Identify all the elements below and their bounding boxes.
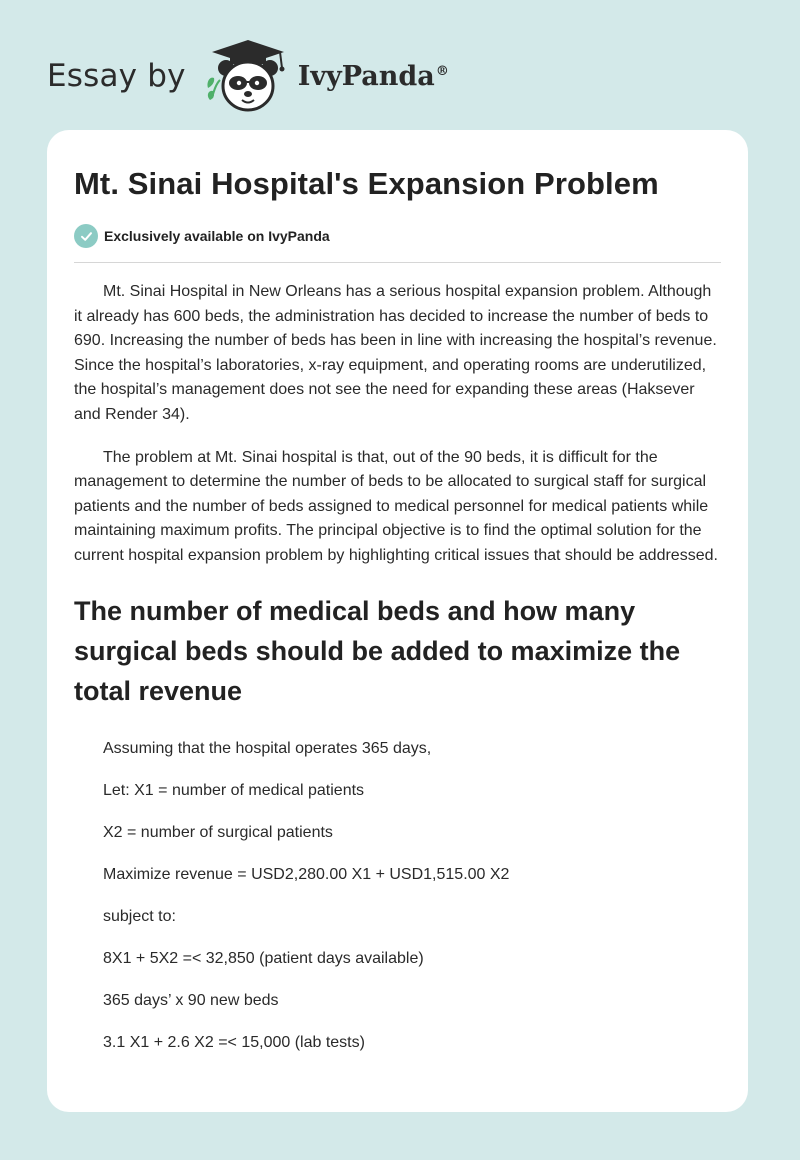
- brand-registered-mark: ®: [435, 63, 449, 79]
- section-heading: The number of medical beds and how many surgical beds should be added to maximize the total revenue: [74, 595, 681, 706]
- paragraph-problem: The problem at Mt. Sinai hospital is that, out of the 90 beds, it is difficult for the management to determine the number of beds to be allocated to surgical staff for surgical patients and the number of beds assigned to medical personnel for medical patients while maintaining maximum profits. The principal objective is to find the optimal solution for the current hospital expansion problem by highlighting critical issues that should be addressed.: [74, 448, 718, 564]
- check-icon: [74, 224, 98, 248]
- formulation-line: Let: X1 = number of medical patients: [103, 781, 365, 799]
- formulation-line: 365 days’ x 90 new beds: [103, 991, 279, 1009]
- essay-card: [47, 130, 748, 1112]
- divider: [74, 262, 721, 263]
- formulation-line: subject to:: [103, 907, 176, 925]
- brand-name[interactable]: [298, 61, 449, 92]
- exclusive-badge: [74, 224, 721, 248]
- page-title: Mt. Sinai Hospital's Expansion Problem: [74, 166, 659, 201]
- formulation-list: [74, 737, 721, 1055]
- formulation-line: 3.1 X1 + 2.6 X2 =< 15,000 (lab tests): [103, 1033, 365, 1051]
- brand-prefix: Essay by: [47, 58, 186, 94]
- exclusive-label: Exclusively available on IvyPanda: [104, 228, 330, 244]
- brand-name-text: IvyPanda: [297, 60, 435, 92]
- paragraph-intro: Mt. Sinai Hospital in New Orleans has a serious hospital expansion problem. Although it already has 600 beds, the administration has decided to increase the number of beds to 690. Increasing the number of beds has been in line with increasing the hospital’s revenue. Since the hospital’s laboratories, x-ray equipment, and operating rooms are underutilized, the hospital’s management does not see the need for expanding these areas (Haksever and Render 34).: [74, 283, 717, 423]
- formulation-line: X2 = number of surgical patients: [103, 823, 333, 841]
- site-header: [47, 36, 449, 116]
- formulation-line: Maximize revenue = USD2,280.00 X1 + USD1,515.00 X2: [103, 865, 510, 883]
- panda-logo-icon[interactable]: [200, 38, 296, 114]
- formulation-line: Assuming that the hospital operates 365 days,: [103, 739, 432, 757]
- formulation-line: 8X1 + 5X2 =< 32,850 (patient days available): [103, 949, 424, 967]
